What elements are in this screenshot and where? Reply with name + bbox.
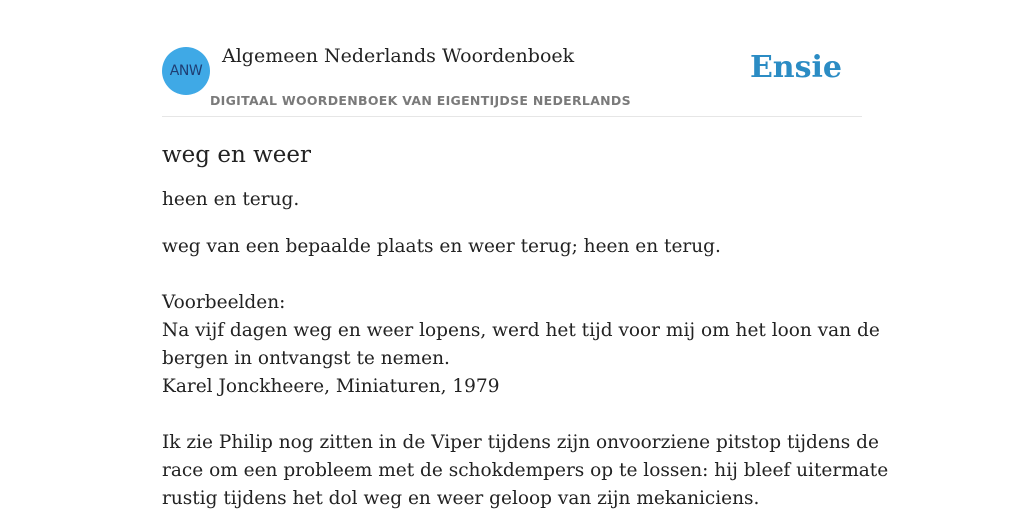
example-1-source: Karel Jonckheere, Miniaturen, 1979	[162, 376, 500, 397]
entry-content	[162, 138, 889, 512]
example-1-line-2: bergen in ontvangst te nemen.	[162, 348, 450, 369]
short-definition: heen en terug.	[162, 189, 300, 210]
spacer	[162, 401, 862, 429]
examples-label: Voorbeelden:	[162, 292, 286, 313]
example-1-line-1: Na vijf dagen weg en weer lopens, werd het tijd voor mij om het loon van de	[162, 320, 880, 341]
site-header	[162, 0, 862, 117]
site-title[interactable]: Algemeen Nederlands Woordenboek	[222, 45, 575, 67]
example-2-line-2: race om een probleem met de schokdempers op te lossen: hij bleef uitermate	[162, 460, 889, 481]
example-2-line-3: rustig tijdens het dol weg en weer geloop van zijn mekaniciens.	[162, 488, 760, 509]
anw-logo[interactable]: ANW	[162, 47, 210, 95]
spacer	[162, 261, 862, 289]
entry-title: weg en weer	[162, 142, 311, 168]
site-subtitle: DIGITAAL WOORDENBOEK VAN EIGENTIJDSE NEDERLANDS	[210, 93, 631, 108]
example-2-line-1: Ik zie Philip nog zitten in de Viper tijdens zijn onvoorziene pitstop tijdens de	[162, 432, 879, 453]
full-definition	[162, 233, 889, 512]
ensie-brand-link[interactable]: Ensie	[749, 50, 842, 85]
definition-text: weg van een bepaalde plaats en weer terug; heen en terug.	[162, 236, 721, 257]
